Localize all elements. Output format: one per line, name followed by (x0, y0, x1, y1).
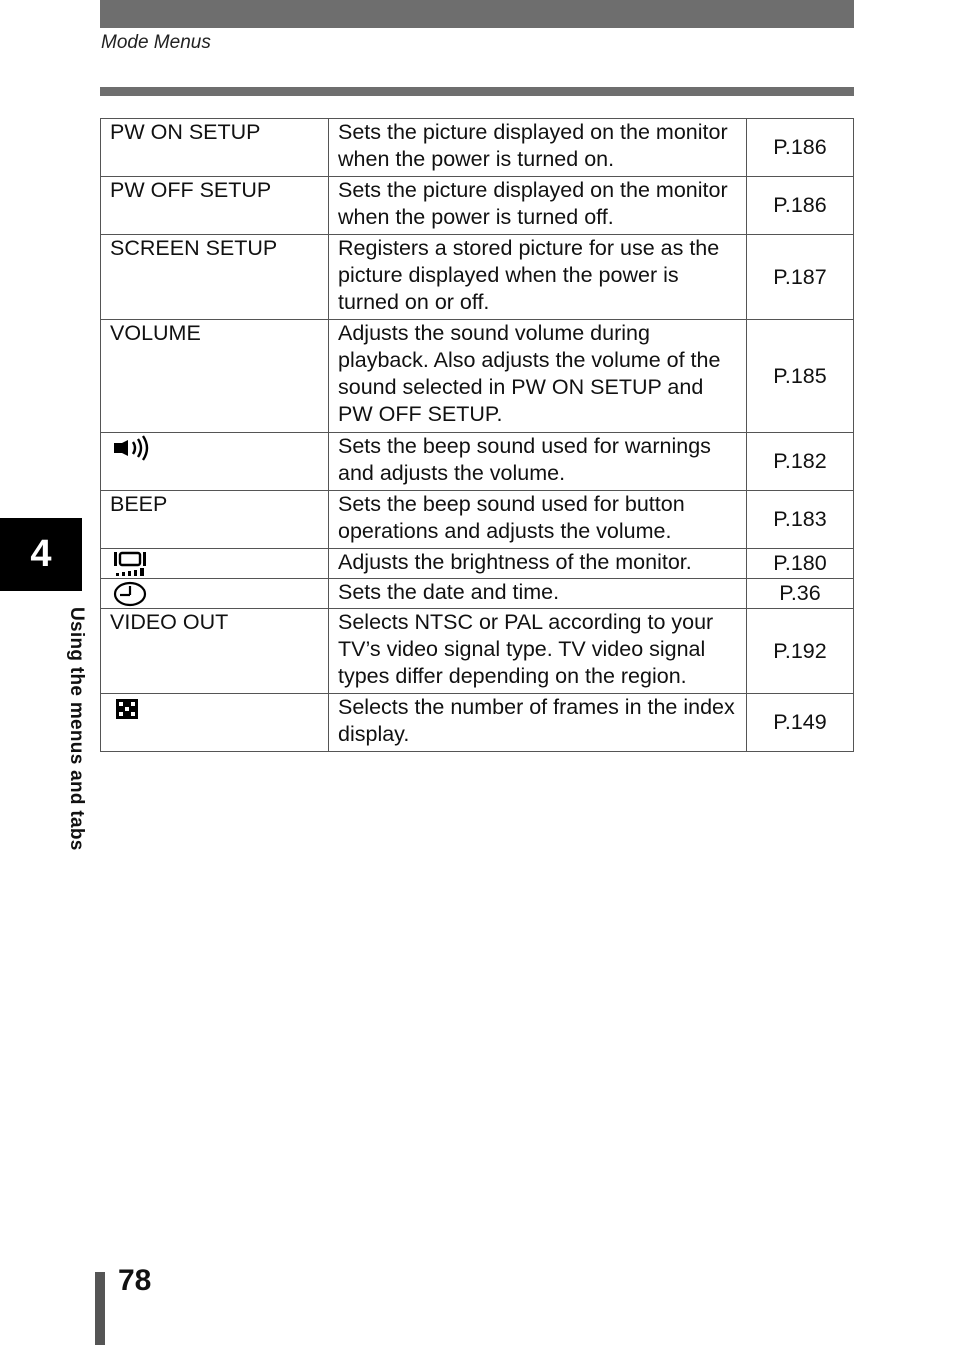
table-row (101, 491, 854, 549)
item-description: Adjusts the sound volume during playback. Also adjusts the volume of the sound selected in PW ON SETUP and PW OFF SETUP. (329, 320, 747, 433)
item-description: Sets the date and time. (329, 579, 747, 609)
item-name: VIDEO OUT (101, 609, 329, 694)
page-number: 78 (118, 1264, 152, 1297)
menu-table (100, 118, 854, 752)
index-display-icon (110, 696, 150, 722)
page-reference: P.186 (747, 119, 854, 177)
page-reference: P.192 (747, 609, 854, 694)
page-reference: P.36 (747, 579, 854, 609)
table-row (101, 549, 854, 579)
chapter-number: 4 (30, 533, 52, 575)
table-row (101, 320, 854, 433)
item-description: Selects NTSC or PAL according to your TV’s video signal type. TV video signal types differ depending on the region. (329, 609, 747, 694)
item-description: Adjusts the brightness of the monitor. (329, 549, 747, 579)
item-description: Sets the beep sound used for button operations and adjusts the volume. (329, 491, 747, 549)
page-reference: P.182 (747, 433, 854, 491)
table-row (101, 579, 854, 609)
item-description: Sets the beep sound used for warnings and adjusts the volume. (329, 433, 747, 491)
page-reference: P.185 (747, 320, 854, 433)
item-name: PW ON SETUP (101, 119, 329, 177)
item-name: BEEP (101, 491, 329, 549)
page-reference: P.180 (747, 549, 854, 579)
header-bar (100, 0, 854, 28)
page-reference: P.186 (747, 177, 854, 235)
item-icon-cell (101, 549, 329, 579)
item-description: Selects the number of frames in the index display. (329, 694, 747, 752)
monitor-brightness-icon (110, 551, 150, 577)
table-row (101, 177, 854, 235)
page-marker-bar (95, 1272, 105, 1345)
page-reference: P.183 (747, 491, 854, 549)
item-name: PW OFF SETUP (101, 177, 329, 235)
clock-icon (110, 581, 150, 607)
page-reference: P.149 (747, 694, 854, 752)
table-row (101, 119, 854, 177)
chapter-label: Using the menus and tabs (66, 607, 87, 851)
table-row (101, 694, 854, 752)
item-icon-cell (101, 694, 329, 752)
item-icon-cell (101, 579, 329, 609)
item-name: VOLUME (101, 320, 329, 433)
item-description: Registers a stored picture for use as the picture displayed when the power is turned on or off. (329, 235, 747, 320)
item-name: SCREEN SETUP (101, 235, 329, 320)
header-rule (100, 87, 854, 96)
item-icon-cell (101, 433, 329, 491)
item-description: Sets the picture displayed on the monitor when the power is turned off. (329, 177, 747, 235)
speaker-icon (110, 435, 150, 461)
page-reference: P.187 (747, 235, 854, 320)
table-row (101, 235, 854, 320)
table-row (101, 609, 854, 694)
table-row (101, 433, 854, 491)
section-title: Mode Menus (101, 32, 211, 53)
item-description: Sets the picture displayed on the monitor when the power is turned on. (329, 119, 747, 177)
